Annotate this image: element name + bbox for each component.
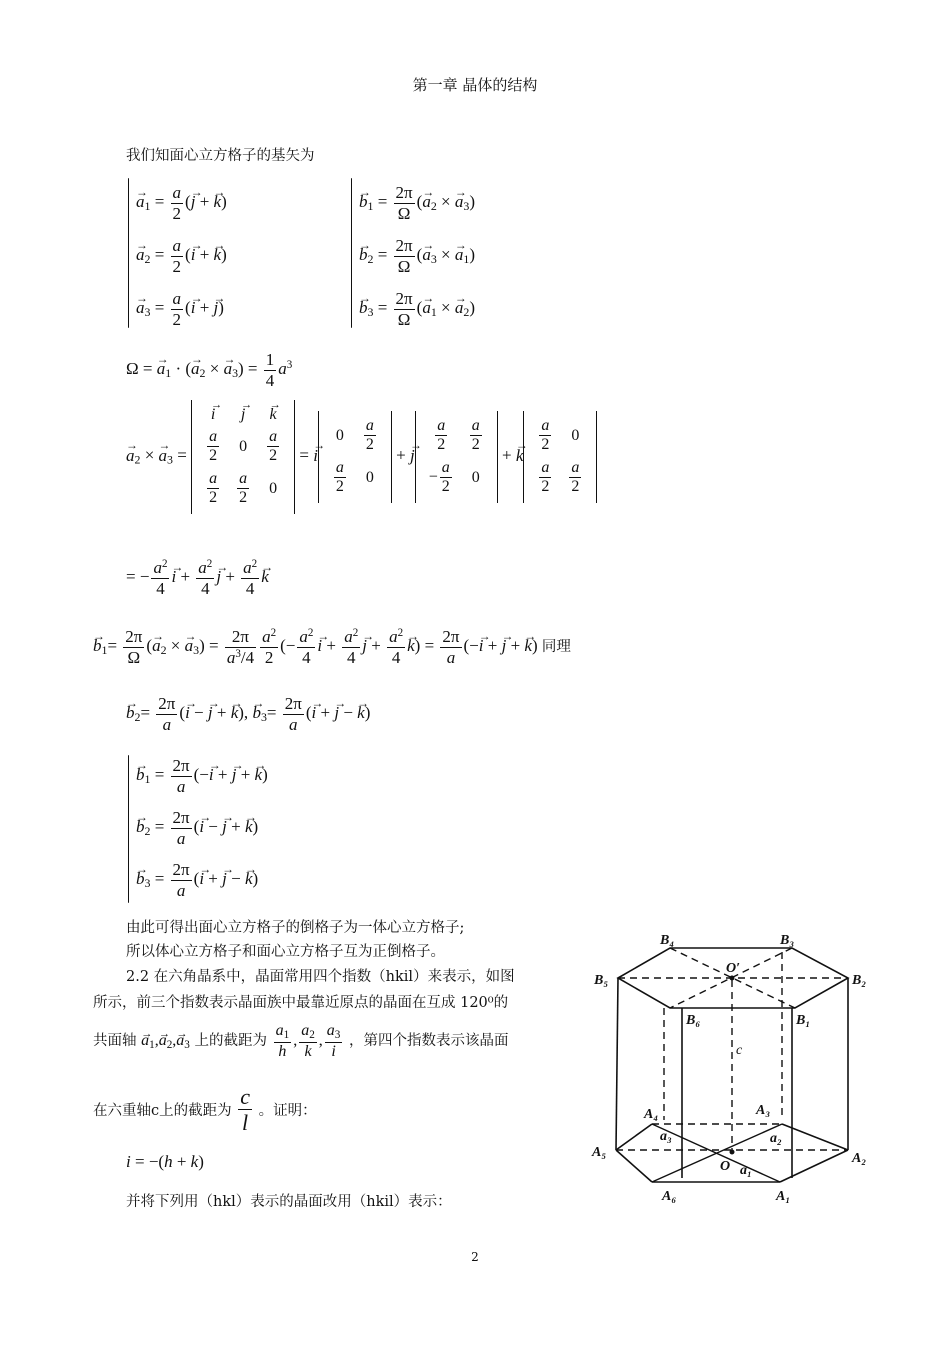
eq-b2-final: → $b_2$ = $\frac{2\pi}{a}$ (→ i − → j + → k) — [136, 808, 258, 848]
eq-a1: → $a_1$ = $\frac{a}{2}$ (→ j + → k) — [136, 183, 227, 223]
point-o — [730, 1150, 735, 1155]
label-b3: B₃ — [780, 933, 795, 948]
intro-text: 我们知面心立方格子的基矢为 — [126, 148, 315, 164]
problem-line-1: 2.2 在六角晶系中，晶面常用四个指数（hkil）来表示，如图 — [126, 969, 515, 985]
label-o-prime: O′ — [726, 961, 741, 976]
eq-omega: Ω = → $a_1$ · (→ $a_2$ × → $a_3$) = $\frac{1}{4}$ $a^3$ — [126, 350, 292, 390]
conclusion-line-2: 所以体心立方格子和面心立方格子互为正倒格子。 — [126, 944, 445, 960]
hidden-guide — [652, 1008, 670, 1182]
final-instruction: 并将下列用（hkl）表示的晶面改用（hkil）表示： — [126, 1194, 452, 1210]
b-system-brace — [128, 755, 129, 903]
label-b5: B₅ — [594, 973, 609, 988]
eq-i-relation: i = −(h + k) — [126, 1152, 204, 1171]
label-a3-vector: a₃ — [660, 1129, 672, 1144]
eq-b3-def: → $b_3$ = $\frac{2\pi}{\Omega}$ (→ $a_1$ × → $a_2$) — [359, 289, 475, 329]
page-header: 第一章 晶体的结构 — [412, 76, 538, 94]
label-a1: A₁ — [776, 1189, 791, 1204]
eq-cross-result: = − $\frac{a^2}{4}$ → i + $\frac{a^2}{4}$ → j + $\frac{a^2}{4}$ → k — [126, 558, 269, 598]
problem-line-2: 所示，前三个指数表示晶面族中最靠近原点的晶面在互成 120⁰的 — [93, 995, 509, 1011]
vertical-b5-a5 — [616, 978, 618, 1150]
label-b4: B₄ — [660, 933, 675, 948]
label-a4: A₄ — [644, 1107, 659, 1122]
fourth-index-text: ，第四个指数表示该晶面 — [349, 1033, 509, 1050]
eq-b2-b3: → $b_2=$ $\frac{2\pi}{a}$ (→ i − → j + → k), → $b_3=$ $\frac{2\pi}{a}$ (→ i + → j − → k) — [126, 694, 370, 734]
label-a3: A₃ — [756, 1103, 771, 1118]
c-axis-text: 在六重轴c上的截距为 — [93, 1102, 232, 1119]
coplanar-axes-text: 共面轴 — [93, 1033, 137, 1050]
problem-line-3: 共面轴 → $a_1,\to a_2,\to a_3$ 上的截距为 $\frac{a_1}{h}$ , $\frac{a_2}{k}$ , $\frac{a_3}{i}$ ，第四个指数表示该晶面 — [93, 1022, 509, 1064]
eq-a2: → $a_2$ = $\frac{a}{2}$ (→ i + → k) — [136, 236, 227, 276]
eq-b3-final: → $b_3$ = $\frac{2\pi}{a}$ (→ i + → j − → k) — [136, 860, 258, 900]
point-o-prime — [730, 976, 735, 981]
page-number: 2 — [471, 1250, 479, 1264]
bottom-edge-a — [616, 1124, 652, 1150]
intercept-text: 上的截距为 — [194, 1033, 267, 1050]
left-brace — [128, 178, 129, 328]
eq-b1-def: → $b_1$ = $\frac{2\pi}{\Omega}$ (→ $a_2$ × → $a_3$) — [359, 183, 475, 223]
eq-b1-final: → $b_1$ = $\frac{2\pi}{a}$ (−→ i + → j + → k) — [136, 756, 268, 796]
label-b1: B₁ — [796, 1013, 811, 1028]
conclusion-line-1: 由此可得出面心立方格子的倒格子为一体心立方格子; — [126, 920, 465, 936]
label-a2: A₂ — [852, 1151, 867, 1166]
right-brace — [351, 178, 352, 328]
bottom-edge-d — [780, 1150, 848, 1182]
label-c: c — [736, 1043, 743, 1058]
eq-b1-compute: → $b_1=$ $\frac{2\pi}{\Omega}$ (→ $a_2$ × → $a_3$) = $\frac{2\pi}{a^3/4}$ $\frac{a^2}{2}$ (− $\frac{a^2}{4}$ → i + $\frac{a^2}{4}$ → j + $\frac{a^2}{4}$ → k) = $\frac{2\pi}{a}$ (−→ i + → j + → k) 同理 — [93, 627, 571, 667]
label-a6: A₆ — [662, 1189, 677, 1204]
label-a1-vector: a₁ — [740, 1163, 752, 1178]
bottom-edge-b — [616, 1150, 652, 1182]
label-o: O — [720, 1159, 731, 1174]
label-b2: B₂ — [852, 973, 867, 988]
eq-a3: → $a_3$ = $\frac{a}{2}$ (→ i + → j) — [136, 289, 224, 329]
same-reason-text: 同理 — [541, 638, 571, 655]
problem-line-4: 在六重轴c上的截距为 $\frac{c}{l}$ 。证明： — [93, 1084, 317, 1136]
hexagonal-prism-figure — [590, 930, 890, 1220]
eq-b2-def: → $b_2$ = $\frac{2\pi}{\Omega}$ (→ $a_3$ × → $a_1$) — [359, 236, 475, 276]
label-a5: A₅ — [592, 1145, 607, 1160]
eq-determinant: → $a_2$ × → $a_3$ = → i → j → k $\frac{a}{2}$ 0 $\frac{a}{2}$ $\frac{a}{2}$ $\frac{a}{2}$ 0 = → i 0 $\frac{a}{2}$ $\frac{a}{2}$ 0 + → j $\frac{a}{2}$ $\frac{a}{2}$ − $\frac{a}{2}$ 0 + → k $\frac{a}{2}$ 0 $\frac{a}{2}$ $\frac{a}{2}$ — [126, 400, 597, 514]
label-a2-vector: a₂ — [770, 1131, 782, 1146]
label-b6: B₆ — [686, 1013, 701, 1028]
prove-text: 。证明： — [258, 1102, 317, 1119]
